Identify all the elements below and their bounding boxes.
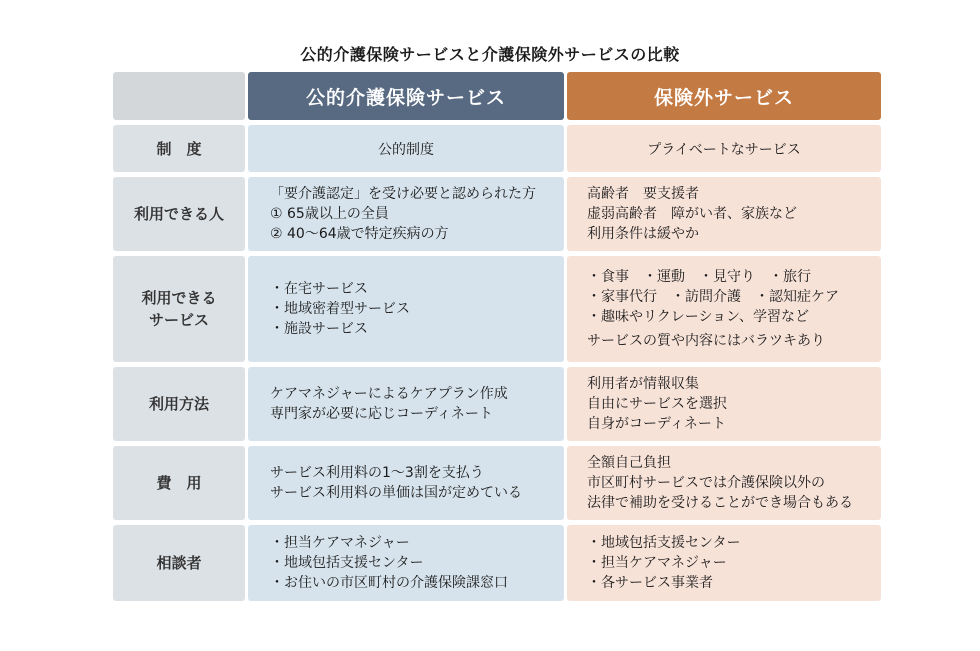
- cell-line: ② 40～64歳で特定疾病の方: [270, 226, 449, 242]
- cell-line: 自身がコーディネート: [587, 416, 726, 432]
- cell-line: ・各サービス事業者: [587, 575, 713, 591]
- cell-line: ・地域密着型サービス: [270, 301, 410, 317]
- cell-line: ・家事代行 ・訪問介護 ・認知症ケア: [587, 289, 839, 305]
- cell-line: ・施設サービス: [270, 321, 368, 337]
- public-available-services: [248, 256, 564, 362]
- cell-line: 虚弱高齢者 障がい者、家族など: [587, 206, 797, 222]
- cell-line: ・在宅サービス: [270, 281, 368, 297]
- row-label-available-services: [113, 256, 245, 362]
- cell-line: 自由にサービスを選択: [587, 396, 727, 412]
- private-usage-method: [567, 367, 881, 441]
- cell-line: 全額自己負担: [587, 455, 671, 471]
- row-label-system: 制 度: [113, 125, 245, 172]
- private-system: [567, 125, 881, 172]
- public-eligible-users: [248, 177, 564, 251]
- cell-line: 利用者が情報収集: [587, 376, 699, 392]
- public-cost: [248, 446, 564, 520]
- cell-line: 法律で補助を受けることができ場合もある: [587, 495, 853, 511]
- cell-line: サービスの質や内容にはバラツキあり: [587, 333, 825, 349]
- cell-line: プライベートなサービス: [647, 141, 801, 158]
- public-consultant: [248, 525, 564, 601]
- comparison-table: [113, 72, 881, 601]
- cell-line: ケアマネジャーによるケアプラン作成: [270, 386, 508, 402]
- row-label-cost: 費 用: [113, 446, 245, 520]
- cell-line: ・趣味やリクレーション、学習など: [587, 309, 810, 325]
- cell-line: 高齢者 要支援者: [587, 186, 699, 202]
- table-corner: [113, 72, 245, 120]
- row-label-line: 利用できる: [141, 289, 217, 307]
- cell-line: サービス利用料の1～3割を支払う: [270, 465, 484, 481]
- cell-line: 公的制度: [378, 141, 434, 158]
- cell-line: ・担当ケアマネジャー: [587, 555, 727, 571]
- cell-line: ・地域包括支援センター: [270, 555, 424, 571]
- header-public-service: 公的介護保険サービス: [248, 72, 564, 120]
- cell-line: ・食事 ・運動 ・見守り ・旅行: [587, 269, 811, 285]
- private-consultant: [567, 525, 881, 601]
- cell-line: 利用条件は緩やか: [587, 226, 699, 242]
- row-label-consultant: 相談者: [113, 525, 245, 601]
- cell-line: ・地域包括支援センター: [587, 535, 741, 551]
- row-label-line: サービス: [148, 311, 209, 329]
- public-system: [248, 125, 564, 172]
- row-label-eligible-users: 利用できる人: [113, 177, 245, 251]
- row-label-usage-method: 利用方法: [113, 367, 245, 441]
- cell-line: 市区町村サービスでは介護保険以外の: [587, 475, 825, 491]
- cell-line: ・お住いの市区町村の介護保険課窓口: [270, 575, 508, 591]
- cell-line: 専門家が必要に応じコーディネート: [270, 406, 493, 422]
- private-cost: [567, 446, 881, 520]
- public-usage-method: [248, 367, 564, 441]
- private-available-services: [567, 256, 881, 362]
- cell-line: ① 65歳以上の全員: [270, 206, 389, 222]
- cell-line: サービス利用料の単価は国が定めている: [270, 485, 522, 501]
- header-private-service: 保険外サービス: [567, 72, 881, 120]
- cell-line: 「要介護認定」を受け必要と認められた方: [270, 186, 536, 202]
- page-title: 公的介護保険サービスと介護保険外サービスの比較: [300, 45, 680, 64]
- private-eligible-users: [567, 177, 881, 251]
- cell-line: ・担当ケアマネジャー: [270, 535, 410, 551]
